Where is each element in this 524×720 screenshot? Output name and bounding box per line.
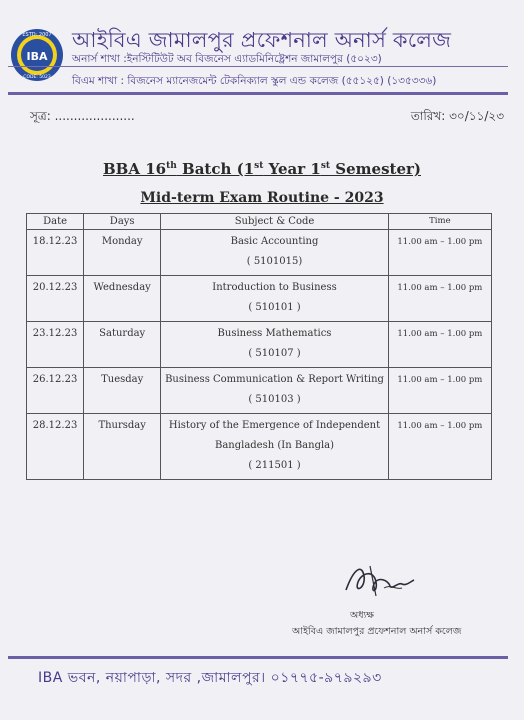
principal-signature: [340, 560, 420, 600]
document-date: তারিখ: ৩০/১১/২৩: [410, 109, 504, 123]
honours-branch-line: অনার্স শাখা :ইনস্টিটিউট অব বিজনেস এ্যাডমিনিষ্ট্রেশন জামালপুর (৫০২৩): [72, 53, 382, 65]
reference-field: সূত্র: .....................: [30, 109, 135, 123]
row-time: 11.00 am – 1.00 pm: [388, 414, 491, 480]
table-row: [27, 230, 492, 276]
row-date: 26.12.23: [27, 368, 84, 414]
header-time: Time: [388, 214, 491, 230]
row-subject: History of the Emergence of Independent Bangladesh (In Bangla) ( 211501 ): [161, 414, 388, 480]
signatory-organization: আইবিএ জামালপুর প্রফেশনাল অনার্স কলেজ: [292, 626, 462, 637]
row-day: Tuesday: [84, 368, 161, 414]
table-row: [27, 414, 492, 480]
footer-rule: [8, 656, 508, 659]
footer-address: IBA ভবন, নয়াপাড়া, সদর ,জামালপুর। ০১৭৭৫-৯৭৯২৯৩: [38, 670, 382, 686]
header-days: Days: [84, 214, 161, 230]
header-subject: Subject & Code: [161, 214, 388, 230]
table-row: [27, 368, 492, 414]
row-subject: Basic Accounting ( 5101015): [161, 230, 388, 276]
college-name: আইবিএ জামালপুর প্রফেশনাল অনার্স কলেজ: [72, 28, 452, 52]
logo-code: CODE: 5023: [23, 75, 51, 80]
row-date: 28.12.23: [27, 414, 84, 480]
row-time: 11.00 am – 1.00 pm: [388, 276, 491, 322]
row-date: 23.12.23: [27, 322, 84, 368]
row-subject: Business Mathematics ( 510107 ): [161, 322, 388, 368]
table-row: [27, 276, 492, 322]
bm-branch-line: বিএম শাখা : বিজনেস ম্যানেজমেন্ট টেকনিক্যাল স্কুল এন্ড কলেজ (৫৫১২৫) (১৩৫৩৩৬): [72, 75, 437, 87]
header-date: Date: [27, 214, 84, 230]
row-day: Wednesday: [84, 276, 161, 322]
exam-routine-table: [26, 213, 492, 480]
logo-estd: ESTD: 2007: [22, 32, 52, 38]
header-bottom-rule: [8, 92, 508, 95]
row-day: Monday: [84, 230, 161, 276]
row-time: 11.00 am – 1.00 pm: [388, 368, 491, 414]
header-divider: [8, 66, 508, 67]
college-logo: [10, 28, 64, 82]
row-subject: Business Communication & Report Writing ( 510103 ): [161, 368, 388, 414]
row-date: 20.12.23: [27, 276, 84, 322]
table-header-row: [27, 214, 492, 230]
row-time: 11.00 am – 1.00 pm: [388, 230, 491, 276]
row-time: 11.00 am – 1.00 pm: [388, 322, 491, 368]
row-day: Thursday: [84, 414, 161, 480]
batch-title: BBA 16th Batch (1st Year 1st Semester): [103, 160, 421, 178]
row-day: Saturday: [84, 322, 161, 368]
table-row: [27, 322, 492, 368]
signatory-title: অধ্যক্ষ: [350, 610, 375, 621]
routine-title: Mid-term Exam Routine - 2023: [140, 190, 384, 206]
row-date: 18.12.23: [27, 230, 84, 276]
logo-text: IBA: [26, 50, 48, 63]
row-subject: Introduction to Business ( 510101 ): [161, 276, 388, 322]
